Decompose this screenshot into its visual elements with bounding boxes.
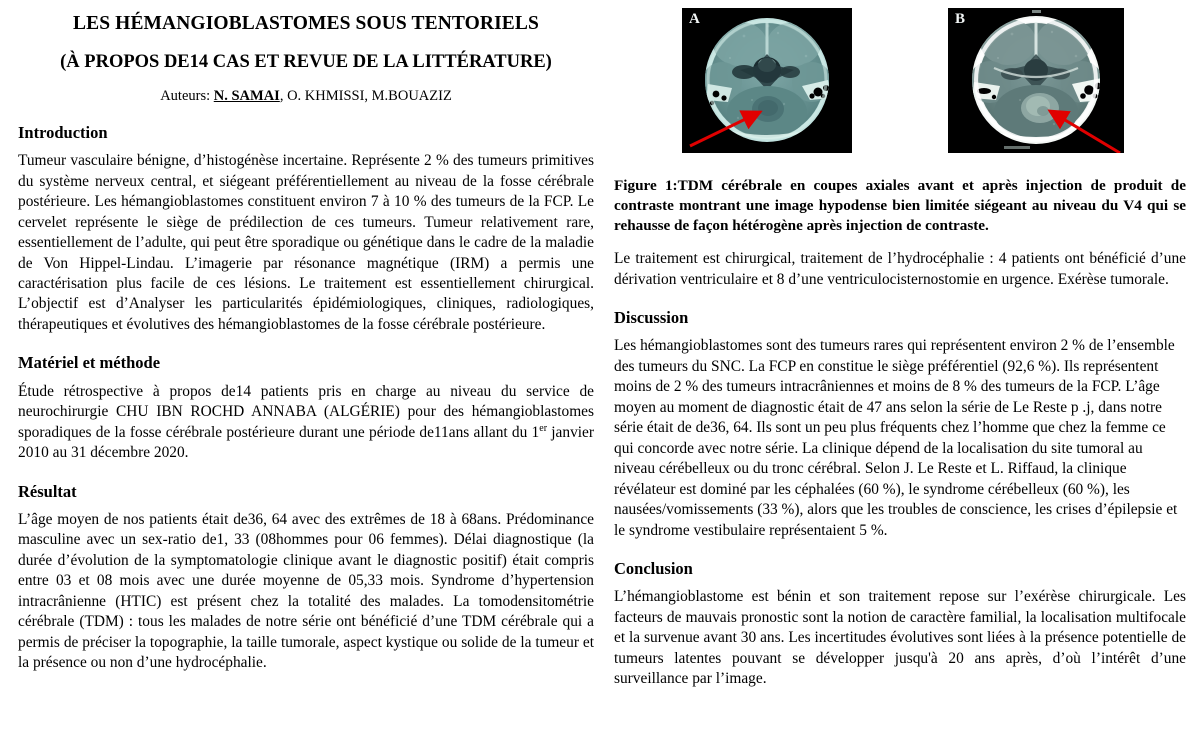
ct-panel-b-label: B [955, 11, 966, 27]
right-column [608, 0, 1200, 752]
authors-prefix: Auteurs: [160, 87, 211, 104]
page-subtitle: (À PROPOS DE14 CAS ET REVUE DE LA LITTÉRATURE) [60, 52, 552, 72]
ct-scan-image-b [948, 8, 1124, 153]
paragraph-materiel-methode [18, 382, 594, 464]
arrow-pointer-b-icon [948, 8, 1124, 153]
authors-rest: , O. KHMISSI, M.BOUAZIZ [279, 87, 452, 104]
ct-panel-a-label: A [689, 11, 700, 27]
ct-scan-image-a [682, 8, 852, 153]
heading-discussion: Discussion [614, 308, 689, 328]
title-block [18, 12, 594, 105]
materiel-text-part1: Étude rétrospective à propos de14 patients pris en charge au niveau du service de neurochirurgie CHU IBN ROCHD ANNABA (ALGÉRIE) pour des hémangioblastomes sporadiques de la fosse cérébrale postérieure durant une période de11ans allant du 1 [18, 382, 594, 441]
page-title: LES HÉMANGIOBLASTOMES SOUS TENTORIELS [73, 13, 539, 34]
heading-conclusion: Conclusion [614, 559, 693, 579]
paragraph-conclusion: L’hémangioblastome est bénin et son traitement repose sur l’exérèse chirurgicale. Les facteurs de mauvais pronostic sont la notion de caractère familial, la localisation multifocale et la survenue avant 30 ans. Les incertitudes évolutives sont liées à la présence potentielle de tumeurs latentes pouvant se développer jusqu'à 20 ans après, d’où l’intérêt d’une surveillance par l’image. [614, 588, 1186, 688]
heading-materiel-methode: Matériel et méthode [18, 353, 161, 373]
paragraph-discussion: Les hémangioblastomes sont des tumeurs rares qui représentent environ 2 % de l’ensemble des tumeurs du SNC. La FCP en constitue le siège préférentiel (92,6 %). Ils représentent moins de 2 % des tumeurs intracrâniennes et moins de 8 % des tumeurs de la FCP. L’âge moyen au moment de diagnostic était de 47 ans selon la série de Le Reste p .j, dans notre série était de de36, 64. Ils sont un peu plus fréquents chez l’homme que chez la femme ce qui concorde avec notre série. La clinique dépend de la localisation du site tumoral au niveau cérébelleux ou du tronc cérébral. Selon J. Le Reste et L. Riffaud, la clinique révélateur est dominé par les céphalées (60 %), le syndrome cérébelleux (60 %), les nausées/vomissements (33 %), alors que les troubles de conscience, les crises d’épilepsie et le syndrome vestibulaire représentaient 5 %. [614, 337, 1178, 539]
heading-resultat: Résultat [18, 481, 77, 501]
arrow-pointer-a-icon [682, 8, 852, 153]
author-lead: N. SAMAI [213, 87, 280, 104]
figure-1 [614, 8, 1186, 153]
paragraph-introduction: Tumeur vasculaire bénigne, d’histogénèse incertaine. Représente 2 % des tumeurs primitives du système nerveux central, et siégeant préférentiellement au niveau de la fosse cérébrale postérieure. Les hémangioblastomes constituent environ 7 à 10 % des tumeurs de la FCP. Le cervelet représente le siège de prédilection de ces tumeurs. Tumeur relativement rare, essentiellement de l’adulte, qui peut être sporadique ou génétique dans le cadre de la maladie de Von Hippel-Lindau. L’imagerie par résonance magnétique (IRM) a permis une caractérisation plus facile de ces lésions. Le traitement est essentiellement chirurgical. L’objectif est d’Analyser les particularités épidémiologiques, cliniques, radiologiques, thérapeutiques et évolutives des hémangioblastomes de la fosse cérébrale postérieure. [18, 152, 594, 333]
materiel-text-part2: janvier 2010 au 31 décembre 2020. [18, 423, 595, 462]
authors-line [18, 88, 594, 105]
figure-caption: Figure 1:TDM cérébrale en coupes axiales avant et après injection de produit de contraste montrant une image hypodense bien limitée siégeant au niveau du V4 qui se rehausse de façon hétérogène après injection de contraste. [614, 177, 1186, 235]
heading-introduction: Introduction [18, 122, 108, 142]
materiel-ordinal-suffix: er [539, 422, 548, 434]
paragraph-treatment: Le traitement est chirurgical, traitement de l’hydrocéphalie : 4 patients ont bénéficié d’une dérivation ventriculaire et 8 d’une ventriculocisternostomie en urgence. Exérèse tumorale. [614, 250, 1186, 288]
paragraph-resultat: L’âge moyen de nos patients était de36, 64 avec des extrêmes de 18 à 68ans. Prédominance masculine avec un sex-ratio de1, 33 (08hommes pour 06 femmes). Délai diagnostique (la durée d’évolution de la symptomatologie clinique avant le diagnostic positif) était compris entre 03 et 08 mois avec une durée moyenne de 05,33 mois. Syndrome d’hypertension intracrânienne (HTIC) est présent chez la totalité des malades. La tomodensitométrie cérébrale (TDM) : tous les malades de notre série ont bénéficié d’une TDM cérébrale qui a permis de préciser la topographie, la taille tumorale, aspect kystique ou solide de la tumeur et la présence ou non d’une hydrocéphalie. [18, 510, 594, 672]
